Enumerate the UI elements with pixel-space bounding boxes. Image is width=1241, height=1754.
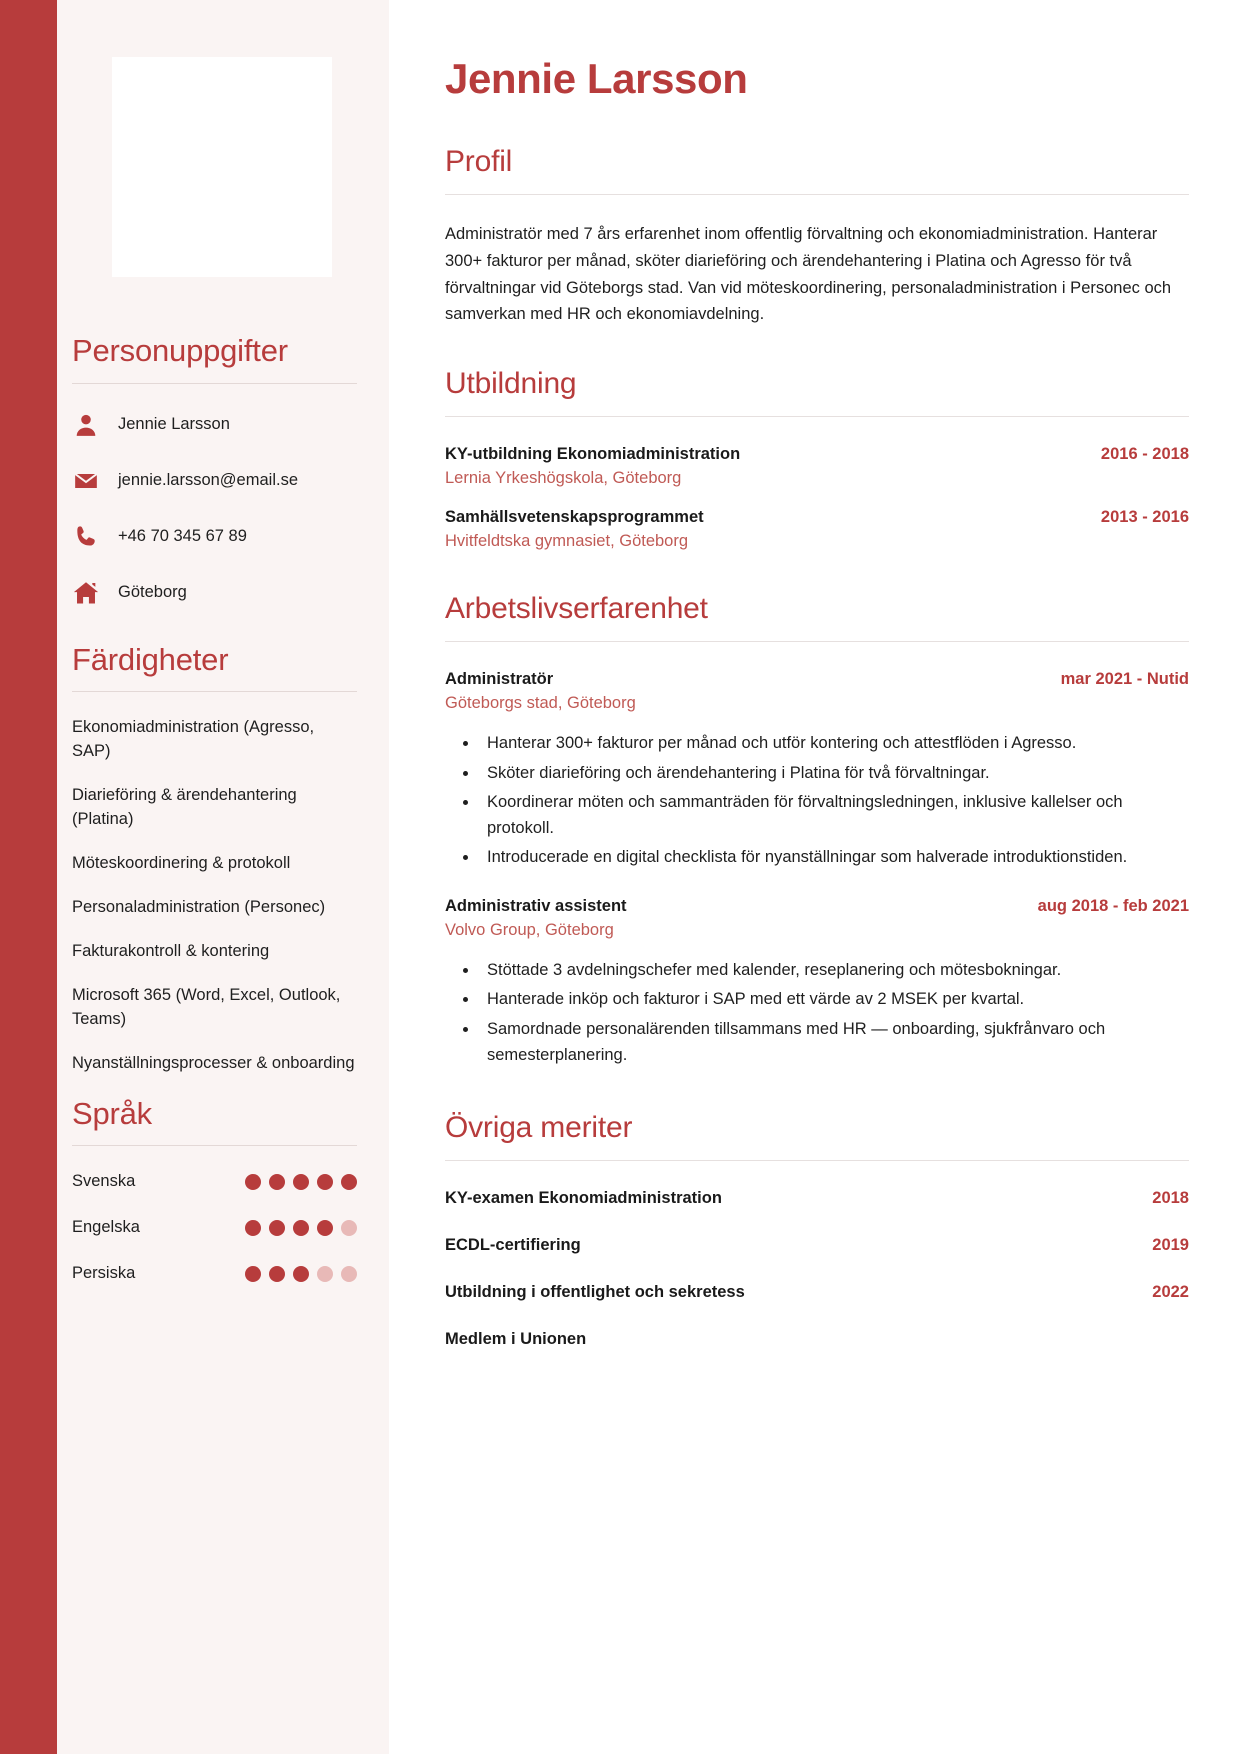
contact-row-phone[interactable]	[72, 522, 357, 552]
experience-bullet-list	[445, 731, 1189, 871]
skills-list	[72, 716, 357, 1075]
level-dot-filled	[293, 1174, 309, 1190]
sidebar	[0, 0, 389, 1754]
merit-name: ECDL-certifiering	[445, 1236, 581, 1255]
experience-bullet: • Introducerade en digital checklista för nyanställningar som halverade introduktionstiden.	[479, 845, 1189, 871]
education-heading: Utbildning	[445, 367, 577, 401]
other-merits-list	[445, 1189, 1189, 1349]
level-dot-empty	[341, 1220, 357, 1236]
divider	[445, 641, 1189, 642]
profile-text: Administratör med 7 års erfarenhet inom offentlig förvaltning och ekonomiadministration. Hanterar 300+ fakturor per månad, sköter diarieföring och ärendehantering i Platina och Agresso för två förvaltningar vid Göteborgs stad. Van vid möteskoordinering, personaladministration i Personec och samverkan med HR och ekonomiavdelning.	[445, 225, 1172, 324]
skills-section	[72, 642, 357, 1076]
merit-name: KY-examen Ekonomiadministration	[445, 1189, 722, 1208]
level-dot-filled	[245, 1174, 261, 1190]
skills-heading: Färdigheter	[72, 641, 229, 677]
experience-heading: Arbetslivserfarenhet	[445, 592, 708, 626]
merit-name: Medlem i Unionen	[445, 1330, 587, 1349]
experience-entry-title: Administrativ assistent	[445, 896, 627, 915]
experience-bullet: • Koordinerar möten och sammanträden för förvaltningsledningen, inklusive kallelser och protokoll.	[479, 790, 1189, 841]
experience-bullet: • Stöttade 3 avdelningschefer med kalender, reseplanering och mötesbokningar.	[479, 958, 1189, 984]
merit-year: 2019	[1152, 1236, 1189, 1255]
envelope-icon	[72, 467, 100, 495]
contact-row-name	[72, 410, 357, 440]
phone-icon	[72, 523, 100, 551]
merit-year: 2018	[1152, 1189, 1189, 1208]
contact-email-value: jennie.larsson@email.se	[118, 470, 299, 489]
language-row	[72, 1172, 357, 1191]
experience-bullet-list	[445, 958, 1189, 1068]
contact-phone-value: +46 70 345 67 89	[118, 526, 247, 545]
experience-entry-date: aug 2018 - feb 2021	[1037, 896, 1189, 915]
education-entry-title: KY-utbildning Ekonomiadministration	[445, 445, 741, 464]
person-icon	[72, 411, 100, 439]
education-section	[445, 366, 1189, 551]
merit-row	[445, 1189, 1189, 1208]
level-dot-filled	[269, 1266, 285, 1282]
profile-photo	[112, 57, 332, 277]
language-row	[72, 1218, 357, 1237]
personal-details-heading: Personuppgifter	[72, 333, 288, 368]
experience-entry	[445, 897, 1189, 1068]
level-dot-filled	[317, 1174, 333, 1190]
contact-list	[72, 410, 357, 608]
page-title: Jennie Larsson	[445, 55, 748, 102]
level-dot-filled	[245, 1220, 261, 1236]
divider	[445, 194, 1189, 195]
level-dot-empty	[317, 1266, 333, 1282]
merit-row	[445, 1330, 1189, 1349]
language-row	[72, 1264, 357, 1283]
skill-item: Diarieföring & ärendehantering (Platina)	[72, 786, 297, 829]
merit-row	[445, 1236, 1189, 1255]
profile-heading: Profil	[445, 145, 513, 179]
skill-item: Fakturakontroll & kontering	[72, 941, 270, 960]
language-name: Persiska	[72, 1264, 136, 1283]
other-merits-heading: Övriga meriter	[445, 1111, 633, 1145]
skill-item: Ekonomiadministration (Agresso, SAP)	[72, 718, 315, 761]
education-entry-date: 2016 - 2018	[1100, 445, 1189, 464]
level-dot-empty	[341, 1266, 357, 1282]
divider	[72, 383, 357, 384]
languages-list	[72, 1172, 357, 1283]
experience-bullet: • Hanterar 300+ fakturor per månad och utför kontering och attestflöden i Agresso.	[479, 731, 1189, 757]
experience-entry	[445, 670, 1189, 871]
experience-entry-employer: Göteborgs stad, Göteborg	[445, 694, 636, 713]
divider	[445, 416, 1189, 417]
languages-heading: Språk	[72, 1095, 152, 1131]
home-icon	[72, 579, 100, 607]
level-dot-filled	[293, 1220, 309, 1236]
level-dot-filled	[293, 1266, 309, 1282]
education-entry	[445, 445, 1189, 488]
level-dot-filled	[341, 1174, 357, 1190]
language-level-dots	[245, 1266, 357, 1282]
merit-name: Utbildning i offentlighet och sekretess	[445, 1283, 745, 1302]
education-entry-date: 2013 - 2016	[1100, 508, 1189, 527]
profile-section	[445, 144, 1189, 328]
contact-row-email[interactable]	[72, 466, 357, 496]
experience-bullet: • Hanterade inköp och fakturor i SAP med ett värde av 2 MSEK per kvartal.	[479, 987, 1189, 1013]
experience-entry-date: mar 2021 - Nutid	[1060, 670, 1189, 689]
contact-location-value: Göteborg	[118, 582, 187, 601]
merit-row	[445, 1283, 1189, 1302]
language-level-dots	[245, 1174, 357, 1190]
level-dot-filled	[317, 1220, 333, 1236]
merit-year: 2022	[1152, 1283, 1189, 1302]
level-dot-filled	[269, 1174, 285, 1190]
skill-item: Möteskoordinering & protokoll	[72, 853, 291, 872]
skill-item: Nyanställningsprocesser & onboarding	[72, 1053, 355, 1072]
experience-entry-title: Administratör	[445, 670, 554, 689]
personal-details-section	[72, 333, 357, 608]
contact-row-location	[72, 578, 357, 608]
experience-section	[445, 591, 1189, 1068]
contact-name-value: Jennie Larsson	[118, 414, 230, 433]
experience-bullet: • Samordnade personalärenden tillsammans med HR — onboarding, sjukfrånvaro och semesterplanering.	[479, 1017, 1189, 1068]
divider	[72, 1145, 357, 1146]
language-name: Engelska	[72, 1218, 140, 1237]
experience-entry-employer: Volvo Group, Göteborg	[445, 920, 614, 939]
divider	[72, 691, 357, 692]
education-entry-institution: Lernia Yrkeshögskola, Göteborg	[445, 469, 682, 488]
education-entry	[445, 508, 1189, 551]
experience-bullet: • Sköter diarieföring och ärendehantering i Platina för två förvaltningar.	[479, 761, 1189, 787]
education-entry-institution: Hvitfeldtska gymnasiet, Göteborg	[445, 532, 689, 551]
divider	[445, 1160, 1189, 1161]
language-level-dots	[245, 1220, 357, 1236]
languages-section	[72, 1096, 357, 1284]
education-entry-title: Samhällsvetenskapsprogrammet	[445, 508, 704, 527]
level-dot-filled	[245, 1266, 261, 1282]
skill-item: Personaladministration (Personec)	[72, 897, 326, 916]
skill-item: Microsoft 365 (Word, Excel, Outlook, Teams)	[72, 985, 341, 1028]
other-merits-section	[445, 1110, 1189, 1349]
main-content	[389, 0, 1241, 1754]
level-dot-filled	[269, 1220, 285, 1236]
language-name: Svenska	[72, 1172, 136, 1191]
